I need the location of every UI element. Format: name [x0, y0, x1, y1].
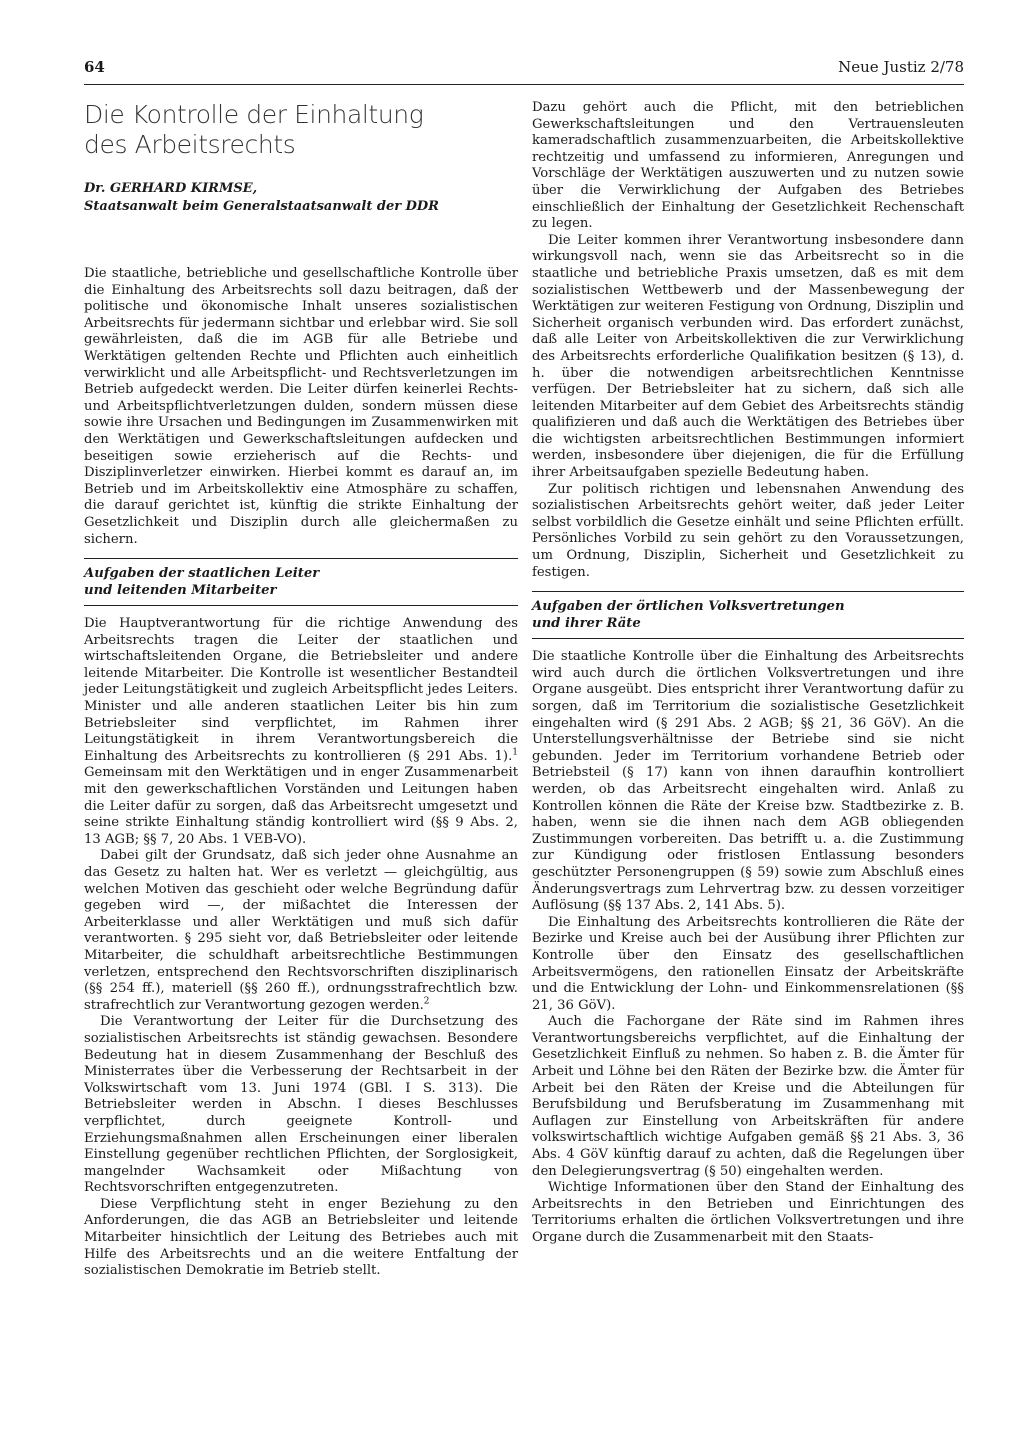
paragraph: Dazu gehört auch die Pflicht, mit den betrieblichen Gewerkschaftsleitungen und den Vertrauensleuten kameradschaftlich zusammenzuarbeiten, die Arbeitskollektive rechtzeitig und umfassend zu informieren, Anregungen und Vorschläge der Werktätigen auszuwerten und zu nutzen sowie über die Verwirklichung der Aufgaben des Betriebes einschließlich der Einhaltung der Gesetzlichkeit Rechenschaft zu legen.: [532, 100, 964, 232]
section-heading-line-2: und ihrer Räte: [532, 616, 641, 632]
footnote-ref[interactable]: 1: [512, 747, 518, 758]
left-column: [84, 100, 518, 1280]
header-rule: [84, 84, 964, 85]
author-affiliation: Staatsanwalt beim Generalstaatsanwalt der DDR: [84, 199, 439, 214]
page-header: [84, 58, 964, 84]
paragraph: Diese Verpflichtung steht in enger Beziehung zu den Anforderungen, die das AGB an Betriebsleiter und leitende Mitarbeiter hinsichtlich der Leitung des Betriebes auch mit Hilfe des Arbeitsrechts und an die weitere Entfaltung der sozialistischen Demokratie im Betrieb stellt.: [84, 1196, 518, 1279]
paragraph: Auch die Fachorgane der Räte sind im Rahmen ihres Verantwortungsbereichs verpflichtet, auf die Einhaltung der Gesetzlichkeit Einfluß zu nehmen. So haben z. B. die Ämter für Arbeit und Löhne bei den Räten der Bezirke bzw. die Ämter für Arbeit bei den Räten der Kreise und die Abteilungen für Berufsbildung und Berufsberatung im Zusammenhang mit Auflagen zur Einstellung von Arbeitskräften für andere volkswirtschaftlich wichtige Aufgaben gemäß §§ 21 Abs. 3, 36 Abs. 4 GöV künftig darauf zu achten, daß die Regelungen über den Delegierungsvertrag (§ 50) eingehalten werden.: [532, 1014, 964, 1179]
paragraph: Die Leiter kommen ihrer Verantwortung insbesondere dann wirkungsvoll nach, wenn sie das Arbeitsrecht so in die staatliche und betriebliche Praxis umsetzen, daß es mit dem sozialistischen Wettbewerb und der Massenbewegung der Werktätigen zur weiteren Festigung von Ordnung, Disziplin und Sicherheit organisch verbunden wird. Das erfordert zunächst, daß alle Leiter von Arbeitskollektiven die zur Verwirklichung des Arbeitsrechts erforderliche Qualifikation besitzen (§ 13), d. h. über die notwendigen arbeitsrechtlichen Kenntnisse verfügen. Der Betriebsleiter hat zu sichern, daß sich alle leitenden Mitarbeiter auf dem Gebiet des Arbeitsrechts ständig qualifizieren und daß auch die Werktätigen des Betriebes über die wichtigsten arbeitsrechtlichen Bestimmungen informiert werden, insbesondere über diejenigen, die für die Erfüllung ihrer Arbeitsaufgaben spezielle Bedeutung haben.: [532, 232, 964, 481]
right-column: [532, 100, 964, 1247]
author-name: Dr. GERHARD KIRMSE,: [84, 181, 258, 196]
section-heading-line-2: und leitenden Mitarbeiter: [84, 583, 277, 599]
section-heading-volksvertretungen: [532, 592, 964, 638]
paragraph: Zur politisch richtigen und lebensnahen Anwendung des sozialistischen Arbeitsrechts gehört weiter, daß jeder Leiter selbst vorbildlich die Gesetze einhält und seine Pflichten erfüllt. Persönliches Vorbild zu sein gehört zu den Voraussetzungen, um Ordnung, Disziplin, Sicherheit und Gesetzlichkeit zu festigen.: [532, 481, 964, 580]
paragraph: Die Verantwortung der Leiter für die Durchsetzung des sozialistischen Arbeitsrechts ist ständig gewachsen. Besondere Bedeutung hat in diesem Zusammenhang der Beschluß des Ministerrates über die Verbesserung der Rechtsarbeit in der Volkswirtschaft vom 13. Juni 1974 (GBl. I S. 313). Die Betriebsleiter werden in Abschn. I dieses Beschlusses verpflichtet, durch geeignete Kontroll- und Erziehungsmaßnahmen allen Erscheinungen einer liberalen Einstellung gegenüber rechtlichen Pflichten, der Sorglosigkeit, mangelnder Wachsamkeit oder Mißachtung von Rechtsvorschriften entgegenzutreten.: [84, 1014, 518, 1196]
intro-paragraph: Die staatliche, betriebliche und gesellschaftliche Kontrolle über die Einhaltung des Arbeitsrechts soll dazu beitragen, daß der politische und ökonomische Inhalt unseres sozialistischen Arbeitsrechts für jedermann sichtbar und erlebbar wird. Sie soll gewährleisten, daß die im AGB für alle Betriebe und Werktätigen geltenden Rechte und Pflichten auch einheitlich verwirklicht und alle Arbeitspflicht- und Rechtsverletzungen im Betrieb aufgedeckt werden. Die Leiter dürfen keinerlei Rechts- und Arbeitspflichtverletzungen dulden, sondern müssen diese sowie ihre Ursachen und Bedingungen im Zusammenwirken mit den Werktätigen und Gewerkschaftsleitungen aufdecken und beseitigen sowie erzieherisch auf die Rechts- und Disziplinverletzer einwirken. Hierbei kommt es darauf an, im Betrieb und im Arbeitskollektiv eine Atmosphäre zu schaffen, die darauf gerichtet ist, künftig die strikte Einhaltung der Gesetzlichkeit und Disziplin durch alle gleichermaßen zu sichern.: [84, 266, 518, 547]
paragraph-text: Dabei gilt der Grundsatz, daß sich jeder ohne Ausnahme an das Gesetz zu halten hat. Wer es verletzt — gleichgültig, aus welchen Motiven das geschieht oder welche Begründung dafür gegeben wird —, der mißachtet die Interessen der Arbeiterklasse und aller Werktätigen und muß sich dafür verantworten. § 295 sieht vor, daß Betriebsleiter oder leitende Mitarbeiter, die schuldhaft arbeitsrechtliche Bestimmungen verletzen, entsprechend den Rechtsvorschriften disziplinarisch (§§ 254 ff.), materiell (§§ 260 ff.), ordnungsstrafrechtlich bzw. strafrechtlich zur Verantwortung gezogen werden.: [84, 848, 518, 1013]
footnote-ref[interactable]: 2: [423, 996, 430, 1007]
section-heading-line-1: Aufgaben der staatlichen Leiter: [84, 566, 320, 582]
article-title: [84, 100, 518, 160]
article-title-line-1: Die Kontrolle der Einhaltung: [84, 100, 424, 129]
paragraph-text: Gemeinsam mit den Werktätigen und in enger Zusammenarbeit mit den gewerkschaftlichen Vorständen und Leitungen haben die Leiter dafür zu sorgen, daß das Arbeitsrecht umgesetzt und seine strikte Einhaltung ständig kontrolliert wird (§§ 9 Abs. 2, 13 AGB; §§ 7, 20 Abs. 1 VEB-VO).: [84, 765, 518, 847]
paragraph-text: Die Hauptverantwortung für die richtige Anwendung des Arbeitsrechts tragen die Leiter der staatlichen und wirtschaftsleitenden Organe, die Betriebsleiter und andere leitende Mitarbeiter. Die Kontrolle ist wesentlicher Bestandteil jeder Leitungstätigkeit und zugleich Arbeitspflicht jedes Leiters. Minister und alle anderen staatlichen Leiter bis hin zum Betriebsleiter sind verpflichtet, im Rahmen ihrer Leitungstätigkeit in ihrem Verantwortungsbereich die Einhaltung des Arbeitsrechts zu kontrollieren (§ 291 Abs. 1).: [84, 616, 518, 764]
paragraph: Die staatliche Kontrolle über die Einhaltung des Arbeitsrechts wird auch durch die örtlichen Volksvertretungen und ihre Organe ausgeübt. Dies entspricht ihrer Verantwortung dafür zu sorgen, daß im Territorium die sozialistische Gesetzlichkeit eingehalten wird (§ 291 Abs. 2 AGB; §§ 21, 36 GöV). An die Unterstellungsverhältnisse der Betriebe sind sie nicht gebunden. Jeder im Territorium vorhandene Betrieb oder Betriebsteil (§ 17) kann von ihnen daraufhin kontrolliert werden, ob das Arbeitsrecht eingehalten wird. Anlaß zu Kontrollen können die Räte der Kreise bzw. Stadtbezirke z. B. haben, wenn sie die ihnen nach dem AGB obliegenden Zustimmungen vorbereiten. Das betrifft u. a. die Zustimmung zur Kündigung oder fristlosen Entlassung besonders geschützter Personengruppen (§ 59) sowie zum Abschluß eines Änderungsvertrags zum Lehrvertrag bzw. zu dessen vorzeitiger Auflösung (§§ 137 Abs. 2, 141 Abs. 5).: [532, 649, 964, 914]
paragraph: Wichtige Informationen über den Stand der Einhaltung des Arbeitsrechts in den Betrieben und Einrichtungen des Territoriums erhalten die örtlichen Volksvertretungen und ihre Organe durch die Zusammenarbeit mit den Staats-: [532, 1180, 964, 1245]
page-number: 64: [84, 58, 105, 76]
section-heading-leiter: [84, 559, 518, 605]
paragraph: Die Einhaltung des Arbeitsrechts kontrollieren die Räte der Bezirke und Kreise auch bei der Ausübung ihrer Pflichten zur Kontrolle über den Einsatz des gesellschaftlichen Arbeitsvermögens, den rationellen Einsatz der Arbeitskräfte und die Entwicklung der Lohn- und Einkommensrelationen (§§ 21, 36 GöV).: [532, 914, 964, 1013]
paragraph: [84, 848, 518, 1014]
journal-issue: Neue Justiz 2/78: [838, 58, 964, 76]
article-title-line-2: des Arbeitsrechts: [84, 130, 296, 159]
section-heading-line-1: Aufgaben der örtlichen Volksvertretungen: [532, 599, 845, 615]
paragraph: [84, 616, 518, 848]
